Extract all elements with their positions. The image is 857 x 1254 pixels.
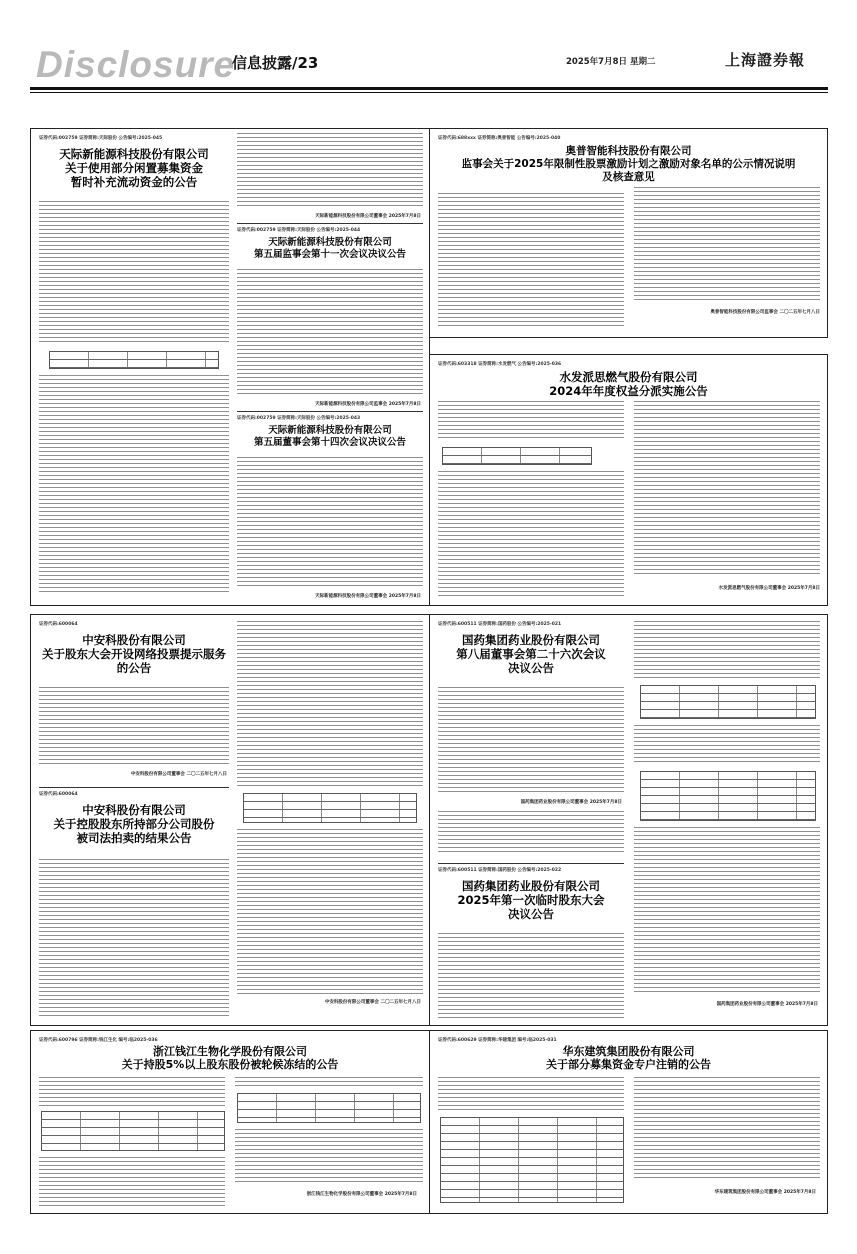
- notice-body-text: [438, 687, 624, 795]
- notice-title-line: 监事会关于2025年限制性股票激励计划之激励对象名单的公示情况说明: [461, 157, 796, 170]
- notice-zhongke-group: [30, 614, 430, 1026]
- notice-divider: [39, 787, 229, 788]
- notice-title-line: 关于部分募集资金专户注销的公告: [546, 1058, 711, 1072]
- notice-meta: 证券代码:603318 证券简称:水发燃气 公告编号:2025-036: [438, 362, 562, 367]
- notice-title-line: 天际新能源科技股份有限公司: [59, 147, 209, 161]
- notice-body-text: [634, 725, 820, 765]
- notice-title-line: 被司法拍卖的结果公告: [76, 831, 192, 846]
- notice-title-line: 暂时补充流动资金的公告: [70, 175, 198, 190]
- notice-body-text: [39, 687, 229, 767]
- notice-body-text: [438, 401, 624, 441]
- notice-signature: 中安科股份有限公司董事会 二〇二五年七月八日: [324, 1000, 421, 1005]
- notice-body-text: [438, 1077, 624, 1113]
- notice-title: [39, 1045, 421, 1072]
- section-brand-logo: Disclosure: [36, 44, 236, 85]
- notice-body-text: [39, 201, 229, 345]
- notice-body-text: [438, 193, 624, 329]
- notice-body-text: [237, 269, 423, 397]
- notice-meta: 证券代码:002759 证券简称:天际股份 公告编号:2025-043: [237, 416, 361, 421]
- notice-body-text: [39, 375, 229, 595]
- notice-title-line: 国药集团药业股份有限公司: [462, 633, 600, 647]
- notice-meta: 证券代码:002759 证券简称:天际股份 公告编号:2025-044: [237, 228, 361, 233]
- notice-body-text: [39, 1077, 225, 1107]
- notice-meta: 证券代码:600064: [39, 622, 78, 627]
- notice-table: [640, 771, 816, 821]
- notice-meta: 证券代码:002759 证券简称:天际股份 公告编号:2025-045: [39, 136, 163, 141]
- notice-huadong: [429, 1030, 828, 1214]
- notice-meta: 证券代码:600796 证券简称:钱江生化 编号:临2025-036: [39, 1038, 158, 1043]
- notice-title-line: 天际新能源科技股份有限公司: [268, 425, 392, 436]
- notice-title-line: 中安科股份有限公司: [82, 633, 186, 647]
- notice-table: [440, 1117, 624, 1203]
- notice-table: [237, 1093, 421, 1123]
- masthead-rule: [30, 87, 828, 90]
- notice-title-line: 关于股东大会开设网络投票提示服务: [42, 647, 226, 662]
- notice-title: [237, 425, 423, 448]
- notice-divider: [237, 411, 423, 412]
- notice-title-line: 浙江钱江生物化学股份有限公司: [153, 1045, 307, 1058]
- notice-body-text: [634, 1077, 820, 1181]
- notice-body-text: [235, 1077, 423, 1089]
- notice-signature: 华东建筑集团股份有限公司董事会 2025年7月8日: [714, 1190, 816, 1195]
- notice-table: [41, 1111, 225, 1151]
- notice-meta: 证券代码:600511 证券简称:国药股份 公告编号:2025-021: [438, 622, 562, 627]
- notice-title-line: 2025年第一次临时股东大会: [457, 893, 605, 908]
- notice-body-text: [237, 133, 423, 209]
- notice-body-text: [438, 471, 624, 597]
- notice-title-line: 第五届董事会第十四次会议决议公告: [253, 436, 406, 448]
- notice-title-line: 天际新能源科技股份有限公司: [268, 237, 392, 248]
- notice-title-line: 第八届董事会第二十六次会议: [456, 647, 606, 662]
- notice-meta: 证券代码:600064: [39, 792, 78, 797]
- notice-title: [438, 145, 819, 183]
- notice-title: [39, 633, 229, 675]
- notice-title-line: 决议公告: [508, 907, 554, 922]
- notice-title: [438, 633, 624, 675]
- issue-date: 2025年7月8日 星期二: [566, 57, 656, 67]
- notice-title-line: 水发派思燃气股份有限公司: [559, 370, 698, 384]
- notice-title-line: 的公告: [116, 661, 152, 676]
- notice-title-line: 关于使用部分闲置募集资金: [65, 161, 203, 176]
- masthead-rule-thin: [30, 92, 828, 93]
- notice-body-text: [235, 1129, 423, 1185]
- notice-table: [442, 447, 592, 465]
- notice-guoyao-group: [429, 614, 828, 1026]
- notice-body-text: [634, 827, 820, 995]
- section-title: 信息披露/23: [232, 54, 319, 72]
- notice-divider: [438, 863, 624, 864]
- notice-title-line: 奥普智能科技股份有限公司: [565, 145, 692, 157]
- notice-title: [237, 237, 423, 260]
- notice-signature: 中安科股份有限公司董事会 二〇二五年七月八日: [130, 772, 227, 777]
- notice-qianjiang: [30, 1030, 430, 1214]
- notice-meta: 证券代码:688xxx 证券简称:奥普智能 公告编号:2025-040: [438, 136, 561, 141]
- notice-signature: 水发派思燃气股份有限公司董事会 2025年7月8日: [718, 586, 820, 591]
- notice-body-text: [634, 187, 820, 303]
- notice-title: [438, 370, 819, 398]
- notice-title: [438, 879, 624, 921]
- notice-body-text: [634, 621, 820, 679]
- notice-body-text: [39, 1157, 225, 1207]
- notice-title-line: 2024年年度权益分派实施公告: [549, 384, 708, 399]
- notice-signature: 国药集团药业股份有限公司董事会 2025年7月8日: [716, 1002, 818, 1007]
- notice-title-line: 中安科股份有限公司: [82, 803, 186, 817]
- newspaper-name: 上海證券報: [725, 51, 806, 69]
- notice-title-line: 国药集团药业股份有限公司: [462, 879, 600, 893]
- notice-table: [49, 351, 219, 369]
- notice-body-text: [634, 401, 820, 577]
- notice-title-line: 第五届监事会第十一次会议决议公告: [253, 248, 406, 260]
- notice-signature: 天际新能源科技股份有限公司董事会 2025年7月8日: [315, 214, 421, 219]
- notice-tianji-group: [30, 128, 430, 606]
- notice-body-text: [438, 811, 624, 855]
- notice-body-text: [237, 457, 423, 589]
- notice-signature: 天际新能源科技股份有限公司董事会 2025年7月8日: [315, 594, 421, 599]
- notice-table: [243, 793, 417, 823]
- notice-title: [39, 147, 229, 189]
- notice-title-line: 关于持股5%以上股东股份被轮候冻结的公告: [121, 1058, 339, 1072]
- notice-aopu: [429, 128, 828, 338]
- notice-body-text: [39, 859, 229, 1019]
- notice-meta: 证券代码:600629 证券简称:华建集团 编号:临2025-031: [438, 1038, 557, 1043]
- notice-body-text: [237, 621, 423, 789]
- notice-divider: [237, 223, 423, 224]
- notice-title-line: 及核查意见: [602, 170, 655, 183]
- notice-title-line: 华东建筑集团股份有限公司: [562, 1045, 695, 1058]
- notice-table: [640, 685, 816, 719]
- notice-signature: 奥普智能科技股份有限公司监事会 二〇二五年七月八日: [710, 310, 820, 315]
- notice-title: [39, 803, 229, 845]
- masthead: [0, 0, 857, 120]
- notice-signature: 天际新能源科技股份有限公司监事会 2025年7月8日: [315, 402, 421, 407]
- notice-signature: 国药集团药业股份有限公司董事会 2025年7月8日: [520, 800, 622, 805]
- notice-title-line: 关于控股股东所持部分公司股份: [53, 817, 215, 832]
- notice-shuifa: [429, 354, 828, 606]
- notice-title-line: 决议公告: [508, 661, 554, 676]
- notice-title: [438, 1045, 819, 1072]
- notice-body-text: [237, 829, 423, 995]
- notice-meta: 证券代码:600511 证券简称:国药股份 公告编号:2025-022: [438, 868, 562, 873]
- notice-body-text: [438, 933, 624, 1019]
- notice-signature: 浙江钱江生物化学股份有限公司董事会 2025年7月8日: [306, 1192, 417, 1197]
